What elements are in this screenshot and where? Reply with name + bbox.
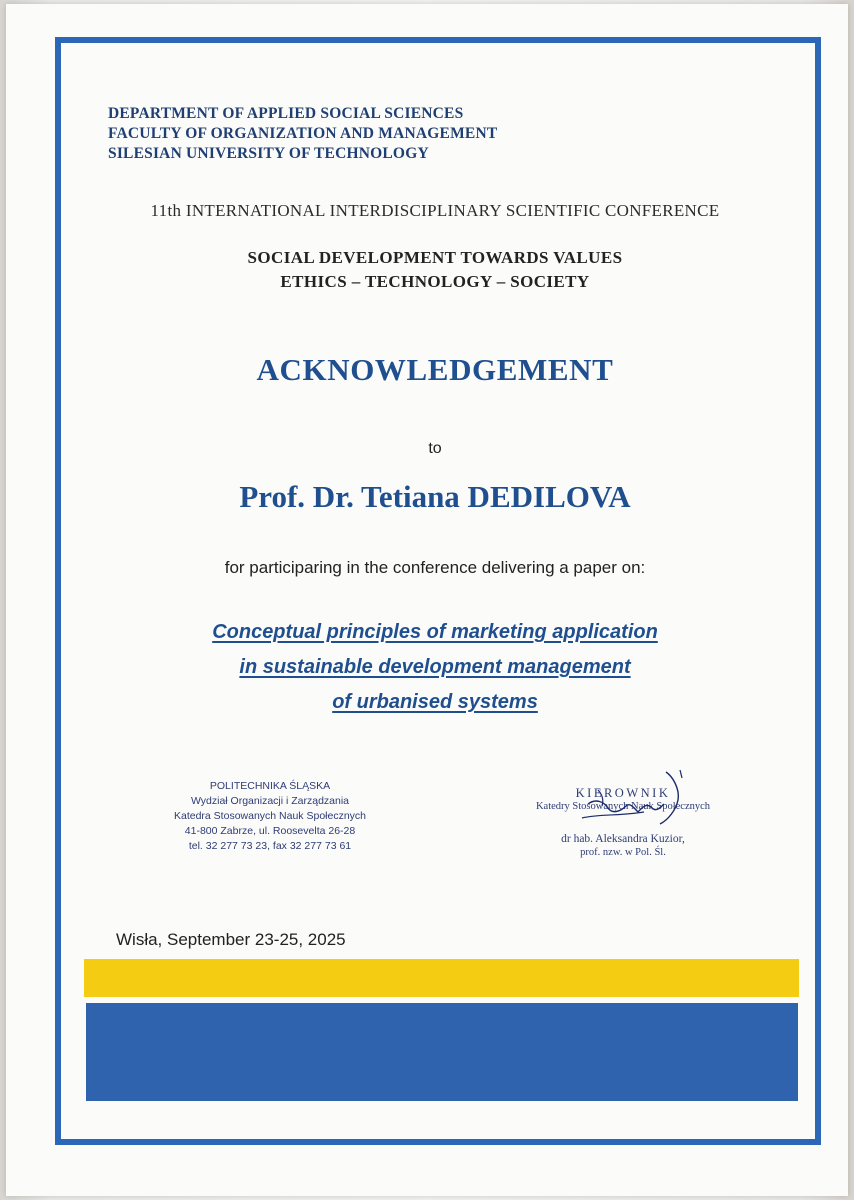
stamp-line-department: Katedra Stosowanych Nauk Społecznych [173, 810, 367, 822]
recipient-name: Prof. Dr. Tetiana DEDILOVA [239, 479, 631, 514]
blue-decorative-band [86, 1003, 798, 1101]
university-stamp [160, 779, 380, 854]
conference-title [60, 246, 810, 294]
stamp-title: KIEROWNIK [575, 786, 671, 800]
signer-position: prof. nzw. w Pol. Śl. [580, 847, 666, 858]
institution-header [108, 104, 668, 164]
acknowledgement-reason: for participaring in the conference delivering a paper on: [224, 558, 646, 577]
department-name: DEPARTMENT OF APPLIED SOCIAL SCIENCES [108, 105, 464, 122]
university-name: SILESIAN UNIVERSITY OF TECHNOLOGY [108, 145, 429, 162]
paper-title-line-3: of urbanised systems [332, 691, 538, 713]
stamp-line-address: 41-800 Zabrze, ul. Roosevelta 26-28 [184, 825, 356, 837]
stamp-line-phone: tel. 32 277 73 23, fax 32 277 73 61 [188, 840, 352, 852]
yellow-decorative-band [84, 959, 799, 997]
to-label: to [428, 440, 442, 457]
signer-name: dr hab. Aleksandra Kuzior, [561, 833, 685, 845]
stamp-line-faculty: Wydział Organizacji i Zarządzania [190, 795, 350, 807]
paper-title-line-1: Conceptual principles of marketing application [212, 621, 658, 643]
faculty-name: FACULTY OF ORGANIZATION AND MANAGEMENT [108, 125, 498, 142]
paper-title [60, 615, 810, 720]
stamp-unit: Katedry Stosowanych Nauk Społecznych [535, 801, 711, 812]
handwritten-signature [568, 768, 693, 830]
certificate-heading: ACKNOWLEDGEMENT [256, 352, 614, 387]
conference-title-line-2: ETHICS – TECHNOLOGY – SOCIETY [280, 272, 590, 291]
stamp-line-university: POLITECHNIKA ŚLĄSKA [209, 780, 331, 792]
conference-number-line: 11th INTERNATIONAL INTERDISCIPLINARY SCIENTIFIC CONFERENCE [150, 201, 720, 220]
place-and-date: Wisła, September 23-25, 2025 [116, 930, 346, 949]
conference-title-line-1: SOCIAL DEVELOPMENT TOWARDS VALUES [247, 248, 623, 267]
paper-title-line-2: in sustainable development management [239, 656, 631, 678]
